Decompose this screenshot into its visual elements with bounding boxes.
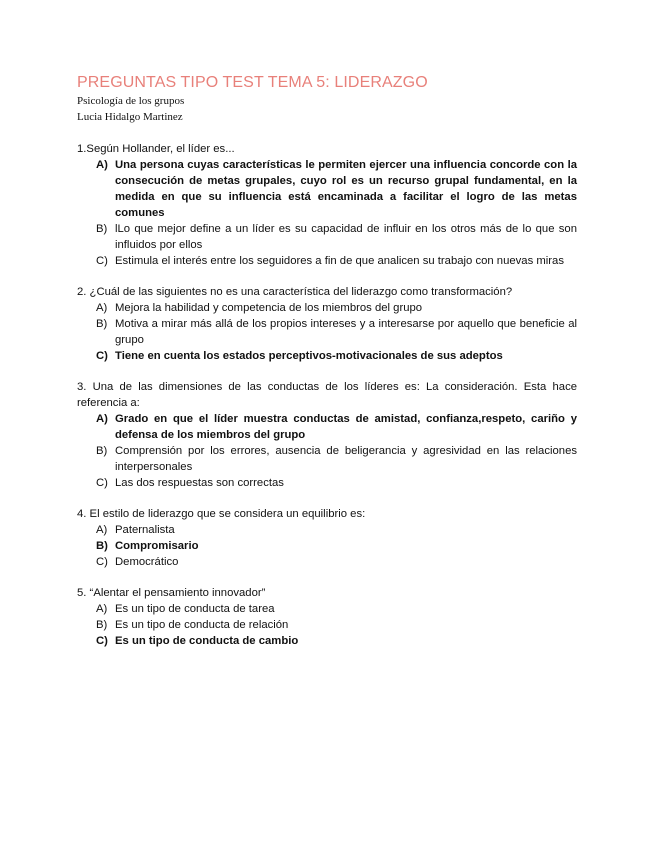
option-list (77, 522, 577, 570)
correct-option (77, 538, 577, 554)
option-text: Es un tipo de conducta de cambio (115, 635, 299, 647)
option-letter: A) (96, 603, 108, 615)
option-text: Comprensión por los errores, ausencia de beligerancia y agresividad en las relaciones interpersonales (115, 445, 577, 473)
answer-option (77, 316, 577, 348)
answer-option (77, 221, 577, 253)
document-author: Lucia Hidalgo Martinez (77, 111, 183, 123)
option-text: Paternalista (115, 524, 175, 536)
option-letter: C) (96, 477, 108, 489)
option-list (77, 411, 577, 491)
option-text: Las dos respuestas son correctas (115, 477, 284, 489)
document-subject: Psicología de los grupos (77, 95, 185, 107)
option-text: Grado en que el líder muestra conductas de amistad, confianza,respeto, cariño y defensa de los miembros del grupo (115, 413, 577, 441)
option-text: Una persona cuyas características le permiten ejercer una influencia concorde con la consecución de metas grupales, cuyo rol es un recurso grupal fundamental, en la medida en que su influencia está encaminada a facilitar el logro de las metas comunes (115, 159, 577, 219)
correct-option (77, 411, 577, 443)
question-4 (77, 506, 577, 570)
option-text: Estimula el interés entre los seguidores a fin de que analicen su trabajo con nuevas miras (115, 255, 564, 267)
option-letter: B) (96, 619, 108, 631)
option-list (77, 601, 577, 649)
correct-option (77, 633, 577, 649)
document-title: PREGUNTAS TIPO TEST TEMA 5: LIDERAZGO (77, 74, 428, 91)
option-list (77, 300, 577, 364)
answer-option (77, 475, 577, 491)
option-text: lLo que mejor define a un líder es su capacidad de influir en los otros más de lo que son influidos por ellos (115, 223, 577, 251)
question-stem: 5. “Alentar el pensamiento innovador” (77, 587, 266, 599)
correct-option (77, 348, 577, 364)
question-5 (77, 585, 577, 649)
option-text: Es un tipo de conducta de tarea (115, 603, 275, 615)
question-stem: 3. Una de las dimensiones de las conductas de los líderes es: La consideración. Esta hace referencia a: (77, 381, 577, 409)
option-text: Tiene en cuenta los estados perceptivos-motivacionales de sus adeptos (115, 350, 503, 362)
answer-option (77, 601, 577, 617)
option-letter: B) (96, 540, 108, 552)
option-text: Compromisario (115, 540, 199, 552)
answer-option (77, 253, 577, 269)
option-text: Motiva a mirar más allá de los propios intereses y a interesarse por aquello que beneficie al grupo (115, 318, 577, 346)
option-letter: C) (96, 350, 108, 362)
option-letter: B) (96, 223, 108, 235)
answer-option (77, 300, 577, 316)
answer-option (77, 522, 577, 538)
correct-option (77, 157, 577, 221)
question-stem: 2. ¿Cuál de las siguientes no es una característica del liderazgo como transformación? (77, 286, 513, 298)
option-letter: C) (96, 255, 108, 267)
option-letter: C) (96, 556, 108, 568)
option-letter: A) (96, 159, 108, 171)
option-letter: A) (96, 413, 108, 425)
question-1 (77, 141, 577, 269)
option-letter: C) (96, 635, 108, 647)
question-2 (77, 284, 577, 364)
option-letter: B) (96, 445, 108, 457)
answer-option (77, 443, 577, 475)
question-stem: 4. El estilo de liderazgo que se considera un equilibrio es: (77, 508, 366, 520)
option-text: Mejora la habilidad y competencia de los miembros del grupo (115, 302, 423, 314)
question-3 (77, 379, 577, 491)
question-list (77, 141, 577, 664)
option-text: Democrático (115, 556, 179, 568)
option-text: Es un tipo de conducta de relación (115, 619, 289, 631)
answer-option (77, 617, 577, 633)
answer-option (77, 554, 577, 570)
option-letter: B) (96, 318, 108, 330)
option-list (77, 157, 577, 269)
option-letter: A) (96, 302, 108, 314)
option-letter: A) (96, 524, 108, 536)
question-stem: 1.Según Hollander, el líder es... (77, 143, 235, 155)
